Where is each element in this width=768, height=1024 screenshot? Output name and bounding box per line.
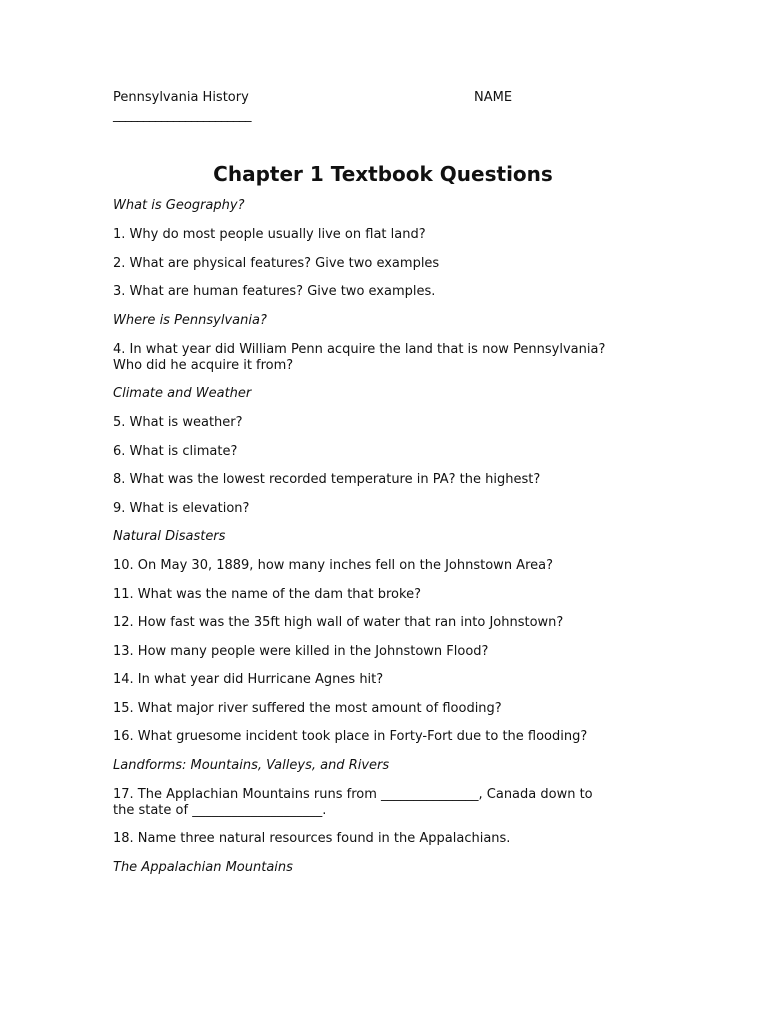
question-item [113,342,653,374]
worksheet-page [113,0,653,1024]
question-text: 1. Why do most people usually live on flat land? [113,227,426,242]
question-text: the state of ____________________. [113,802,327,818]
section-heading: Where is Pennsylvania? [113,312,267,328]
question-text: 2. What are physical features? Give two examples [113,255,440,271]
question-item [113,256,653,272]
section-heading: What is Geography? [113,198,245,213]
course-title: Pennsylvania History [113,90,249,105]
question-text: 12. How fast was the 35ft high wall of water that ran into Johnstown? [113,615,564,630]
question-item [113,472,653,488]
question-text: 3. What are human features? Give two examples. [113,284,436,299]
question-text: 13. How many people were killed in the Johnstown Flood? [113,643,489,659]
worksheet-header [113,89,653,107]
question-item [113,644,653,660]
question-text: 4. In what year did William Penn acquire the land that is now Pennsylvania? [113,341,606,357]
question-item [113,444,653,460]
question-text: 17. The Applachian Mountains runs from _______________, Canada down to [113,786,593,802]
question-item [113,284,653,300]
question-text: 11. What was the name of the dam that broke? [113,586,421,602]
question-text: 14. In what year did Hurricane Agnes hit? [113,672,384,687]
section-heading: Natural Disasters [113,529,226,544]
question-text: 10. On May 30, 1889, how many inches fell on the Johnstown Area? [113,558,554,573]
name-label: NAME [474,90,513,105]
section-heading: Climate and Weather [113,386,252,401]
name-blank-line: _______________________ [113,108,251,123]
question-text: 15. What major river suffered the most amount of flooding? [113,700,502,716]
question-text: 8. What was the lowest recorded temperature in PA? the highest? [113,472,541,487]
question-item [113,415,653,431]
question-text: 9. What is elevation? [113,500,250,516]
question-text: 6. What is climate? [113,443,238,459]
question-item [113,831,653,847]
question-item [113,227,653,243]
question-item [113,615,653,631]
question-item [113,587,653,603]
question-item [113,672,653,688]
question-list [113,198,653,889]
page-title: Chapter 1 Textbook Questions [213,162,553,186]
question-item [113,787,653,819]
section-heading: Landforms: Mountains, Valleys, and Rivers [113,757,390,773]
question-item [113,701,653,717]
section-heading: The Appalachian Mountains [113,859,293,875]
question-text: Who did he acquire it from? [113,357,294,373]
question-text: 5. What is weather? [113,415,243,430]
question-text: 18. Name three natural resources found in the Appalachians. [113,831,511,846]
question-item [113,501,653,517]
question-item [113,729,653,745]
question-item [113,558,653,574]
question-text: 16. What gruesome incident took place in Forty-Fort due to the flooding? [113,729,588,744]
